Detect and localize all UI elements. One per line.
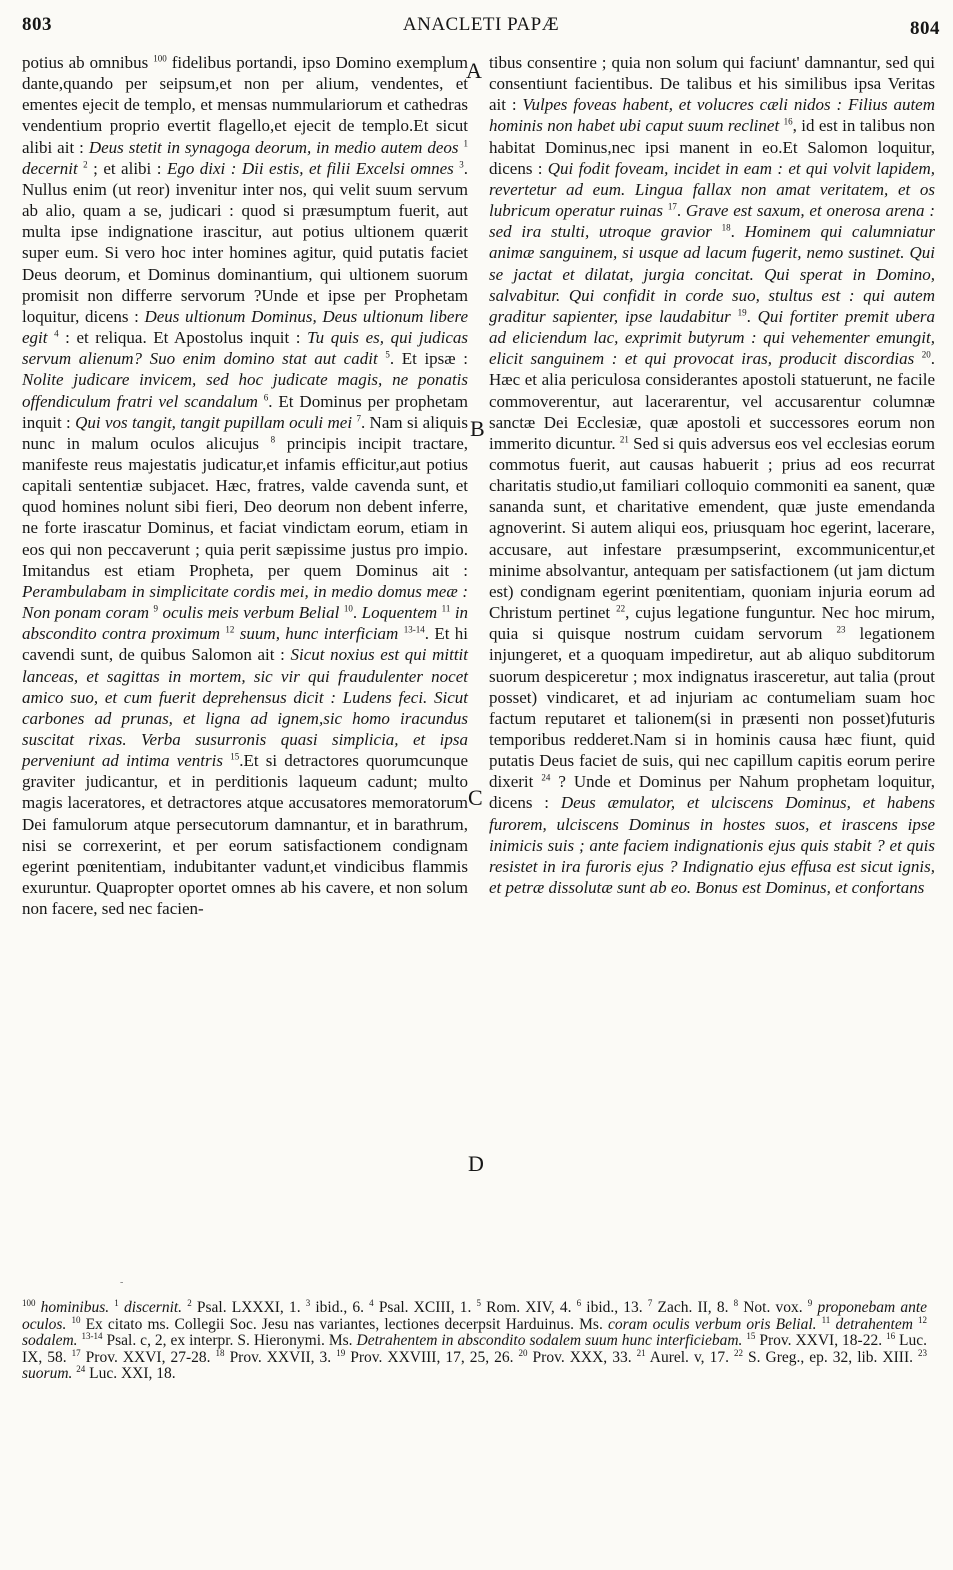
footnote-ref: 13-14 — [403, 624, 425, 635]
paragraph: tibus consentire ; quia non solum qui faciunt' damnantur, sed qui consentiunt facientibus. De talibus et his similibus ipsa Veritas ait : Vulpes foveas habent, et volucres cæli nidos : Filius autem hominis non habet ubi caput suum reclinet $^{16}$, id est in talibus non habitat Dominus,nec ipsi manent in eo.Et Salomon loquitur, dicens : Qui fodit foveam, incidet in eam : et qui volvit lapidem, revertetur ad eum. Lingua fallax non amat veritatem, et os lubricum operatur ruinas $^{17}$. Grave est saxum, et onerosa arena : sed ira stulti, utroque gravior $^{18}$. Hominem qui calumniatur animæ sanguinem, si usque ad lacum fugerit, nemo sustinet. Qui se jactat et dilatat, jurgia concitat. Qui sperat in Domino, salvabitur. Qui confidit in corde suo, stultus est : qui autem graditur sapienter, ipse laudabitur $^{19}$. Qui fortiter premit ubera ad eliciendum lac, exprimit butyrum : qui vehementer emungit, elicit sanguinem : et qui provocat iras, producit discordias $^{20}$. Hæc et alia periculosa considerantes apostoli statuerunt, ne facile commoverentur, aut lacerarentur, vel accusarentur columnæ sanctæ Dei Ecclesiæ, quæ apostoli et successores eorum non immerito dicuntur. $^{21}$ Sed si quis adversus eos vel ecclesias eorum commotus fuerit, aut causas habuerit ; prius ad eos recurrat charitatis studio,ut familiari colloquio commoniti ea sanent, quæ sananda sunt, et charitative emendent, quæ juste emendanda agnoverint. Si autem aliqui eos, priusquam hoc egerint, lacerare, accusare, aut infestare præsumpserint, excommunicentur,et minime absolvantur, antequam per satisfactionem (ut jam dictum est) condignam egerint pœnitentiam, quoniam injuria eorum ad Christum pertinet $^{22}$, cujus legatione funguntur. Nec hoc mirum, quia si quisque nostrum cuidam servorum $^{23}$ legationem injungeret, et a quoquam impediretur, aut ab aliquo subditorum suorum despiceretur ; mox indignatus irasceretur, aut talia (prout posset) vindicaret, et ad injuriam ac contumeliam suam hoc factum reputaret et talionem(si in præsenti non posset)futuris temporibus redderet.Nam si in hominis causa hæc fiunt, quid putatis Deus faciet de suis, qui nec capillum capitis eorum perire dixerit $^{24}$ ? Unde et Dominus per Nahum prophetam loquitur, dicens : Deus æmulator, et ulciscens Dominus, et habens furorem, ulciscens Dominus in hostes suos, et irascens ipse inimicis suis ; ante faciem indignationis ejus quis stabit ? et quis resistet in ira furoris ejus ? Indignatio ejus effusa est sicut ignis, et petræ dissolutæ sunt ab eo. Bonus est Dominus, et confortans — [489, 53, 936, 898]
footnote-ref: 23 — [918, 1347, 928, 1358]
footnote-ref: 1 — [463, 137, 468, 148]
footnote-ref: 20 — [518, 1347, 528, 1358]
italic-quote: Deus stetit in synagoga deorum, in medio autem deos — [88, 137, 459, 157]
footnote-ref: 1 — [114, 1297, 119, 1308]
footnote-ref: 16 — [783, 116, 793, 127]
footnote-ref: 22 — [733, 1347, 743, 1358]
footnote-ref: 21 — [636, 1347, 646, 1358]
footnote-ref: 4 — [54, 328, 59, 339]
footnote-ref: 17 — [71, 1347, 81, 1358]
footnote-ref: 10 — [71, 1314, 81, 1325]
footnote-ref: 18 — [215, 1347, 225, 1358]
footnote-ref: 7 — [647, 1297, 653, 1308]
footnote-ref: 15 — [230, 751, 240, 762]
italic-quote: Sicut noxius est qui mittit lanceas, et sagittas in mortem, sic vir qui fraudulenter nocet amico suo, et cum fuerit deprehensus dicit : Ludens feci. Sicut carbones ad prunas, et ligna ad ignem,sic homo iracundus suscitat rixas. Verba susurronis quasi simplicia, et ipsa perveniunt ad intima ventris — [22, 645, 468, 771]
footnote-ref: 7 — [356, 413, 361, 423]
footnote-ref: 12 — [918, 1314, 928, 1325]
footnote-ref: 24 — [76, 1363, 86, 1374]
italic-quote: hominibus. — [40, 1299, 110, 1316]
footnote-ref: 5 — [476, 1297, 481, 1308]
footnote-ref: 21 — [619, 434, 629, 445]
footnote-ref: 23 — [836, 624, 846, 635]
margin-marker-d: D — [468, 1151, 484, 1176]
footnote-ref: 9 — [153, 603, 159, 614]
italic-quote: proponebam ante oculos. — [22, 1299, 928, 1333]
italic-quote: Loquentem — [361, 603, 438, 623]
italic-quote: sodalem. — [22, 1332, 78, 1349]
italic-quote: Perambulabam in simplicitate cordis mei, in medio domus meæ : Non ponam coram — [22, 581, 468, 623]
footnote-ref: 2 — [187, 1297, 192, 1308]
footnote-ref: 8 — [270, 434, 276, 445]
footnote-ref: 13-14 — [81, 1330, 103, 1341]
page-header — [22, 8, 940, 38]
italic-quote: Tu quis es, qui judicas servum alienum? Suo enim domino stat aut cadit — [22, 328, 468, 369]
italic-quote: decernit — [22, 158, 78, 178]
margin-marker-b: B — [470, 416, 485, 441]
running-title: ANACLETI PAPÆ — [402, 14, 560, 35]
footnote-ref: 4 — [369, 1297, 374, 1308]
footnote-ref: 11 — [821, 1314, 831, 1325]
footnotes — [22, 1297, 928, 1383]
footnote-ref: 15 — [746, 1330, 756, 1341]
footnote-ref: 19 — [737, 307, 747, 318]
footnote-ref: 20 — [921, 349, 931, 360]
page-number-left: 803 — [22, 14, 52, 35]
italic-quote: Qui fodit foveam, incidet in eam : et qui volvit lapidem, revertetur ad eum. Lingua fallax non amat veritatem, et os lubricum operatur ruinas — [489, 158, 936, 221]
footnote-ref: 3 — [305, 1297, 311, 1308]
italic-quote: detrahentem — [835, 1315, 913, 1333]
margin-marker-c: C — [468, 785, 483, 810]
paragraph: $^{100}$ hominibus. $^1$ discernit. $^2$ Psal. LXXXI, 1. $^3$ ibid., 6. $^4$ Psal. XCIII, 1. $^5$ Rom. XIV, 4. $^6$ ibid., 13. $^7$ Zach. II, 8. $^8$ Not. vox. $^9$ proponebam ante oculos. $^{10}$ Ex citato ms. Collegii Soc. Jesu nas variantes, lectiones decerpsit Harduinus. Ms. coram oculis verbum oris Belial. $^{11}$ detrahentem $^{12}$ sodalem. $^{13-14}$ Psal. c, 2, ex interpr. S. Hieronymi. Ms. Detrahentem in abscondito sodalem suum hunc interficiebam. $^{15}$ Prov. XXVI, 18-22. $^{16}$ Luc. IX, 58. $^{17}$ Prov. XXVI, 27-28. $^{18}$ Prov. XXVII, 3. $^{19}$ Prov. XXVIII, 17, 25, 26. $^{20}$ Prov. XXX, 33. $^{21}$ Aurel. v, 17. $^{22}$ S. Greg., ep. 32, lib. XIII. $^{23}$ suorum. $^{24}$ Luc. XXI, 18. — [22, 1297, 928, 1382]
footnote-ref: 22 — [616, 603, 626, 614]
footnote-ref: 17 — [667, 201, 677, 212]
page-number-right: 804 — [910, 18, 940, 39]
footnote-ref: 2 — [83, 159, 88, 170]
italic-quote: Vulpes foveas habent, et volucres cæli nidos : Filius autem hominis non habet ubi caput suum reclinet — [489, 95, 936, 136]
italic-quote: coram oculis verbum oris Belial. — [607, 1315, 817, 1333]
paragraph: potius ab omnibus $^{100}$ fidelibus portandi, ipso Domino exemplum dante,quando per seipsum,et non per alium, vendentes, et ementes ejecit de templo, et mensas nummulariorum et cathedras vendentium proprio evertit flagello,et ejecit de templo.Et sicut alibi ait : Deus stetit in synagoga deorum, in medio autem deos $^1$ decernit $^2$ ; et alibi : Ego dixi : Dii estis, et filii Excelsi omnes $^3$. Nullus enim (ut reor) invenitur inter nos, qui velit suum servum ab alio, quam a se, judicari : quod si præsumptum fuerit, aut multa ipse indignatione irascitur, aut potius ultionem quærit super eum. Si vero hoc inter homines agitur, quid putatis faciet Deus deorum, et Dominus dominantium, qui ultionem suorum promisit non differre servorum ?Unde et ipse per Prophetam loquitur, dicens : Deus ultionum Dominus, Deus ultionum libere egit $^4$ : et reliqua. Et Apostolus inquit : Tu quis es, qui judicas servum alienum? Suo enim domino stat aut cadit $^5$. Et ipsæ : Nolite judicare invicem, sed hoc judicate magis, ne ponatis offendiculum fratri vel scandalum $^6$. Et Dominus per prophetam inquit : Qui vos tangit, tangit pupillam oculi mei $^7$. Nam si aliquis nunc in malum oculos alicujus $^8$ principis incipit tractare, manifeste reus majestatis judicatur,et infamis efficitur,aut potius capitali sententiæ subjacet. Hæc, fratres, valde cavenda sunt, et quod homines nolunt sibi fieri, Deo deorum non debent inferre, ne forte irascatur Dominus, et faciat vindictam eorum, etiam in eos qui non peccaverunt ; quia perit sæpissime justus pro impio. Imitandus est etiam Propheta, per quem Dominus ait : Perambulabam in simplicitate cordis mei, in medio domus meæ : Non ponam coram $^9$ oculis meis verbum Belial $^{10}$. Loquentem $^{11}$ in abscondito contra proximum $^{12}$ suum, hunc interficiam $^{13-14}$. Et hi cavendi sunt, de quibus Salomon ait : Sicut noxius est qui mittit lanceas, et sagittas in mortem, sic vir qui fraudulenter nocet amico suo, et cum fuerit deprehensus dicit : Ludens feci. Sicut carbones ad prunas, et ligna ad ignem,sic homo iracundus suscitat rixas. Verba susurronis quasi simplicia, et ipsa perveniunt ad intima ventris $^{15}$.Et si detractores quorumcunque graviter judicantur, et in perditionis laqueum cadunt; multo magis laceratores, et detractores atque accusatores memoratorum Dei famulorum atque persecutorum damnantur, et in barathrum, nisi se correxerint, et per eorum satisfactionem condignam egerint pœnitentiam, indubitanter vadunt,et vindicibus flammis exuruntur. Quapropter oportet omnes ab his cavere, et non solum non facere, sed nec facien- — [22, 53, 469, 919]
footnote-ref: 18 — [721, 222, 731, 233]
italic-quote: suorum. — [22, 1365, 73, 1382]
footnote-ref: 12 — [225, 624, 235, 635]
right-column — [489, 52, 935, 898]
italic-quote: discernit. — [123, 1299, 183, 1316]
divider-mark: - — [120, 1277, 124, 1288]
footnote-ref: 5 — [385, 349, 390, 360]
italic-quote: Deus æmulator, et ulciscens Dominus, et habens furorem, ulciscens Dominus in hostes suos, et irascens ipse inimicis suis ; ante faciem indignationis ejus quis stabit ? et quis resistet in ira furoris ejus ? Indignatio ejus effusa est sicut ignis, et petræ dissolutæ sunt ab eo. Bonus est Dominus, et confortans — [489, 793, 936, 898]
italic-quote: Qui fortiter premit ubera ad eliciendum lac, exprimit butyrum : qui vehementer emungit, elicit sanguinem : et qui provocat iras, producit discordias — [489, 306, 936, 369]
italic-quote: Deus ultionum Dominus, Deus ultionum libere egit — [22, 306, 468, 348]
italic-quote: Hominem qui calumniatur animæ sanguinem, si usque ad lacum fugerit, nemo sustinet. Qui se jactat et dilatat, jurgia concitat. Qui sperat in Domino, salvabitur. Qui confidit in corde suo, stultus est : qui autem graditur sapienter, ipse laudabitur — [489, 222, 936, 326]
footnote-ref: 16 — [886, 1330, 896, 1341]
italic-quote: Grave est saxum, et onerosa arena : sed ira stulti, utroque gravior — [489, 201, 936, 242]
italic-quote: in abscondito contra proximum — [22, 603, 469, 644]
footnote-ref: 9 — [807, 1297, 813, 1308]
italic-quote: Detrahentem in abscondito sodalem suum hunc interficiebam. — [356, 1332, 743, 1349]
italic-quote: oculis meis verbum Belial — [162, 603, 340, 623]
italic-quote: Ego dixi : Dii estis, et filii Excelsi omnes — [166, 158, 454, 178]
footnote-ref: 19 — [336, 1347, 346, 1358]
footnote-ref: 11 — [441, 603, 451, 614]
footnote-ref: 3 — [459, 159, 464, 170]
footnote-ref: 10 — [343, 603, 353, 614]
italic-quote: Nolite judicare invicem, sed hoc judicate magis, ne ponatis offendiculum fratri vel scandalum — [22, 370, 468, 411]
footnote-ref: 100 — [22, 1297, 36, 1308]
italic-quote: Qui vos tangit, tangit pupillam oculi mei — [75, 412, 353, 432]
footnote-ref: 6 — [263, 391, 269, 402]
footnote-ref: 6 — [576, 1297, 582, 1308]
left-column — [22, 52, 468, 919]
footnote-ref: 24 — [541, 772, 551, 783]
footnote-ref: 100 — [153, 53, 167, 64]
footnote-ref: 8 — [733, 1297, 739, 1308]
italic-quote: suum, hunc interficiam — [239, 624, 399, 644]
margin-marker-a: A — [466, 58, 482, 83]
